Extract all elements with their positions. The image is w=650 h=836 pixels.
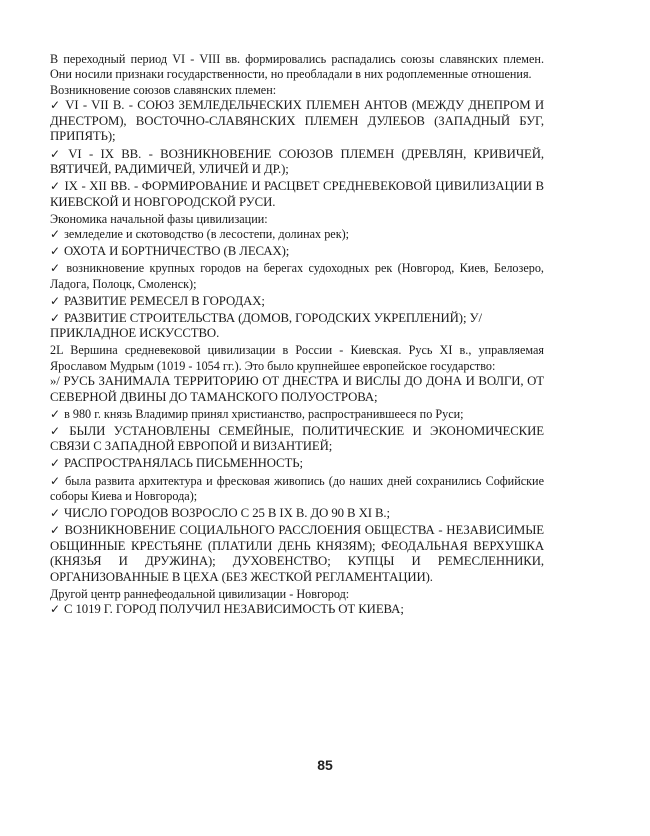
check-icon: ✓ xyxy=(50,473,62,488)
page-number: 85 xyxy=(317,757,333,773)
check-icon: ✓ xyxy=(50,310,60,325)
list-item: ✓ была развита архитектура и фресковая живопись (до наших дней сохранились Софийские соборы Киева и Новгорода); xyxy=(50,473,544,503)
check-icon: ✓ xyxy=(50,179,61,194)
list-item: ✓ в 980 г. князь Владимир принял христианство, распространившееся по Руси; xyxy=(50,406,464,421)
list-marker: »/ xyxy=(50,374,60,389)
list-item: ✓ С 1019 Г. ГОРОД ПОЛУЧИЛ НЕЗАВИСИМОСТЬ ОТ КИЕВА; xyxy=(50,602,404,617)
check-icon: ✓ xyxy=(50,261,63,276)
check-icon: ✓ xyxy=(50,406,61,421)
check-icon: ✓ xyxy=(50,146,65,161)
check-icon: ✓ xyxy=(50,244,60,259)
economy-heading: Экономика начальной фазы цивилизации: xyxy=(50,211,268,226)
list-item: ✓ ВОЗНИКНОВЕНИЕ СОЦИАЛЬНОГО РАССЛОЕНИЯ ОБЩЕСТВА - НЕЗАВИСИМЫЕ ОБЩИННЫЕ КРЕСТЬЯНЕ (ПЛАТИЛИ ДЕНЬ КНЯЗЯМ); ФЕОДАЛЬНАЯ ВЕРХУШКА (КНЯЗЬЯ И ДРУЖИНА); ДУХОВЕНСТВО; КУПЦЫ И РЕМЕСЛЕННИКИ, ОРГАНИЗОВАННЫЕ В ЦЕХА (БЕЗ ЖЕСТКОЙ РЕГЛАМЕНТАЦИИ). xyxy=(50,522,544,584)
list-item: ✓ РАЗВИТИЕ СТРОИТЕЛЬСТВА (ДОМОВ, ГОРОДСКИХ УКРЕПЛЕНИЙ); У/ ПРИКЛАДНОЕ ИСКУССТВО. xyxy=(50,310,482,341)
list-item: ✓ IX - XII ВВ. - ФОРМИРОВАНИЕ И РАСЦВЕТ СРЕДНЕВЕКОВОЙ ЦИВИЛИЗАЦИИ В КИЕВСКОЙ И НОВГОРОДСКОЙ РУСИ. xyxy=(50,179,544,209)
check-icon: ✓ xyxy=(50,423,66,438)
list-item: ✓ VI - VII В. - СОЮЗ ЗЕМЛЕДЕЛЬЧЕСКИХ ПЛЕМЕН АНТОВ (МЕЖДУ ДНЕПРОМ И ДНЕСТРОМ), ВОСТОЧНО-СЛАВЯНСКИХ ПЛЕМЕН ДУЛЕБОВ (ЗАПАДНЫЙ БУГ, ПРИПЯТЬ); xyxy=(50,98,544,144)
list-item: ✓ земледелие и скотоводство (в лесостепи, долинах рек); xyxy=(50,227,350,242)
kiev-list xyxy=(50,374,544,585)
list-item: ✓ ЧИСЛО ГОРОДОВ ВОЗРОСЛО С 25 В IX В. ДО 90 В XI В.; xyxy=(50,505,390,520)
check-icon: ✓ xyxy=(50,522,61,537)
list-item: ✓ ОХОТА И БОРТНИЧЕСТВО (В ЛЕСАХ); xyxy=(50,244,290,259)
check-icon: ✓ xyxy=(50,98,62,113)
novgorod-list xyxy=(50,602,544,618)
economy-list xyxy=(50,227,544,342)
check-icon: ✓ xyxy=(50,505,60,520)
list-item: ✓ РАСПРОСТРАНЯЛАСЬ ПИСЬМЕННОСТЬ; xyxy=(50,456,303,471)
intro-paragraph: В переходный период VI - VIII вв. формировались распадались союзы славянских племен. Они носили признаки государственности, но преобладали в них родоплеменные отношения. xyxy=(50,52,544,82)
unions-list xyxy=(50,98,544,210)
check-icon: ✓ xyxy=(50,602,60,617)
check-icon: ✓ xyxy=(50,227,61,242)
kiev-paragraph: 2L Вершина средневековой цивилизации в России - Киевская. Русь XI в., управляемая Ярославом Мудрым (1019 - 1054 гг.). Это было крупнейшее европейское государство: xyxy=(50,343,544,373)
list-item: ✓ БЫЛИ УСТАНОВЛЕНЫ СЕМЕЙНЫЕ, ПОЛИТИЧЕСКИЕ И ЭКОНОМИЧЕСКИЕ СВЯЗИ С ЗАПАДНОЙ ЕВРОПОЙ И ВИЗАНТИЕЙ; xyxy=(50,423,544,454)
document-page xyxy=(50,52,544,619)
check-icon: ✓ xyxy=(50,456,60,471)
novgorod-heading: Другой центр раннефеодальной цивилизации - Новгород: xyxy=(50,586,350,601)
list-item: »/ РУСЬ ЗАНИМАЛА ТЕРРИТОРИЮ ОТ ДНЕСТРА И ВИСЛЫ ДО ДОНА И ВОЛГИ, ОТ СЕВЕРНОЙ ДВИНЫ ДО ТАМАНСКОГО ПОЛУОСТРОВА; xyxy=(50,374,544,404)
unions-heading: Возникновение союзов славянских племен: xyxy=(50,82,277,97)
list-item: ✓ РАЗВИТИЕ РЕМЕСЕЛ В ГОРОДАХ; xyxy=(50,293,265,308)
check-icon: ✓ xyxy=(50,293,60,308)
list-item: ✓ VI - IX ВВ. - ВОЗНИКНОВЕНИЕ СОЮЗОВ ПЛЕМЕН (ДРЕВЛЯН, КРИВИЧЕЙ, ВЯТИЧЕЙ, РАДИМИЧЕЙ, УЛИЧЕЙ И ДР.); xyxy=(50,146,544,177)
list-item: ✓ возникновение крупных городов на берегах судоходных рек (Новгород, Киев, Белозеро, Ладога, Полоцк, Смоленск); xyxy=(50,261,544,291)
